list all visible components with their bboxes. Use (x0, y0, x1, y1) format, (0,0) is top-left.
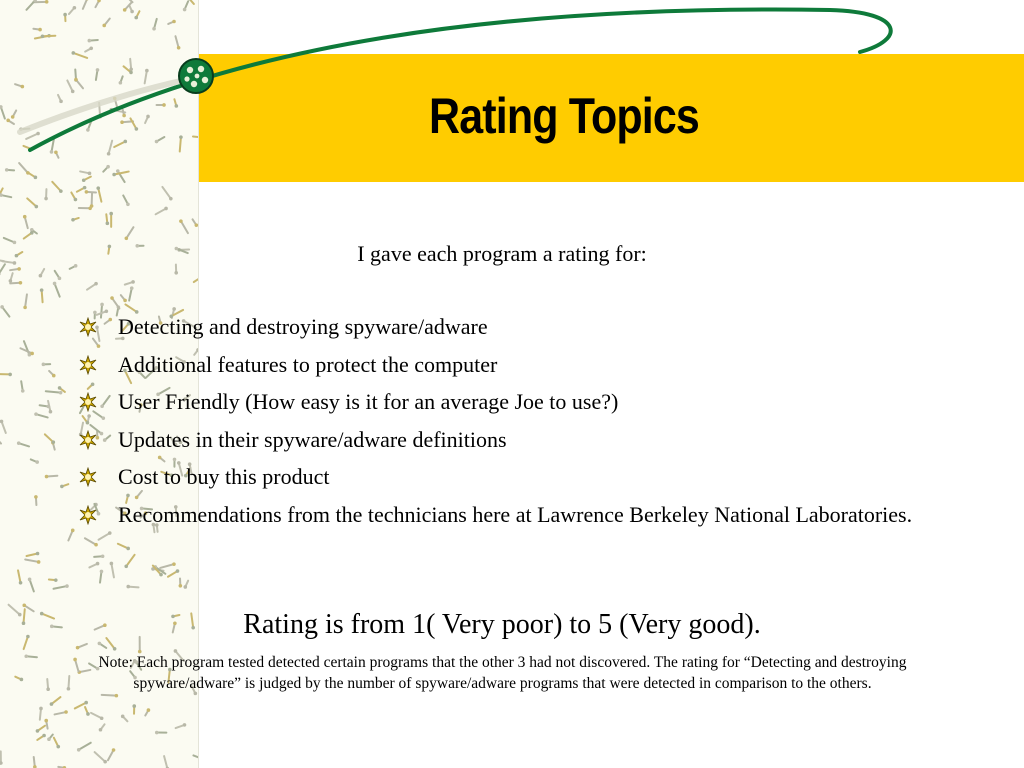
list-item (78, 312, 918, 342)
bullet-icon (78, 505, 98, 525)
slide-title: Rating Topics (429, 88, 699, 144)
bullet-text: Detecting and destroying spyware/adware (118, 314, 488, 339)
bullet-icon (78, 467, 98, 487)
bullet-text: Additional features to protect the computer (118, 351, 498, 377)
bullet-text: Cost to buy this product (118, 464, 330, 490)
bullet-icon (78, 317, 98, 337)
list-item (78, 500, 918, 530)
bullet-icon (78, 355, 98, 375)
list-item (78, 462, 918, 492)
bullet-text: Recommendations from the technicians here at Lawrence Berkeley National Laboratories. (118, 501, 913, 527)
list-item (78, 350, 918, 380)
bullet-icon (78, 392, 98, 412)
rating-scale-text: Rating is from 1( Very poor) to 5 (Very good). (243, 609, 761, 640)
note-text: Note: Each program tested detected certain programs that the other 3 had not discovered. The rating for “Detecting and destroying spyware/adware” is judged by the number of spyware/adware programs that were detected in comparison to the others. (98, 654, 907, 692)
list-item (78, 387, 918, 417)
bullet-list (78, 312, 918, 538)
intro-text: I gave each program a rating for: (357, 241, 647, 266)
list-item (78, 425, 918, 455)
bullet-text: User Friendly (How easy is it for an average Joe to use?) (118, 389, 619, 415)
bullet-icon (78, 430, 98, 450)
bullet-text: Updates in their spyware/adware definitions (118, 426, 507, 452)
